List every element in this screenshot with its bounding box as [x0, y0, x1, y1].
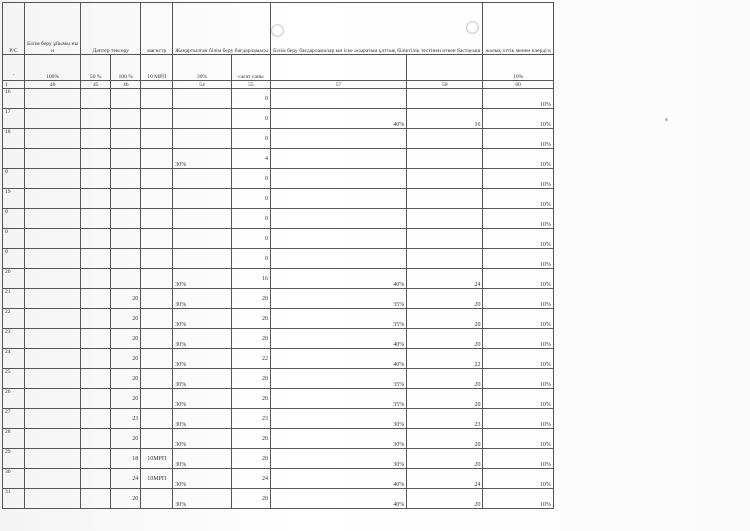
row-cell-f: 16 — [231, 269, 270, 289]
row-cell-e: 30% — [173, 429, 232, 449]
header-khalyk: жалық хттік менен клерді қ — [483, 3, 553, 55]
row-cell-e: 30% — [173, 369, 232, 389]
row-cell-b — [81, 449, 111, 469]
row-label: 29 — [3, 449, 25, 469]
row-label: 0 — [3, 249, 25, 269]
row-cell-c: 23 — [111, 409, 141, 429]
table-row — [3, 449, 554, 469]
table-row — [3, 289, 554, 309]
row-cell-h: 20 — [407, 329, 483, 349]
row-cell-b — [81, 169, 111, 189]
row-cell-c — [111, 189, 141, 209]
row-cell-g: 30% — [270, 429, 406, 449]
row-cell-g — [270, 229, 406, 249]
row-label: 18 — [3, 129, 25, 149]
row-cell-h: 20 — [407, 449, 483, 469]
row-cell-e: 30% — [173, 469, 232, 489]
row-cell-i: 10% — [483, 429, 553, 449]
row-cell-c — [111, 209, 141, 229]
row-cell-a — [25, 109, 81, 129]
row-cell-f: 20 — [231, 389, 270, 409]
row-cell-c — [111, 229, 141, 249]
row-label: 21 — [3, 289, 25, 309]
row-cell-e: 30% — [173, 489, 232, 509]
row-cell-b — [81, 349, 111, 369]
row-cell-h: 24 — [407, 269, 483, 289]
row-cell-i: 10% — [483, 449, 553, 469]
row-cell-c: 20 — [111, 349, 141, 369]
row-cell-i: 10% — [483, 229, 553, 249]
index-cell: 45 — [81, 81, 111, 89]
row-cell-c — [111, 249, 141, 269]
row-cell-g: 40% — [270, 469, 406, 489]
row-cell-a — [25, 469, 81, 489]
row-cell-d — [141, 309, 173, 329]
row-cell-i: 10% — [483, 389, 553, 409]
table-row — [3, 269, 554, 289]
row-label: 25 — [3, 369, 25, 389]
row-cell-e: 30% — [173, 269, 232, 289]
table-row — [3, 129, 554, 149]
row-cell-b — [81, 149, 111, 169]
row-cell-i: 10% — [483, 409, 553, 429]
scan-speck — [665, 118, 668, 121]
row-cell-f: 0 — [231, 89, 270, 109]
row-cell-b — [81, 89, 111, 109]
row-cell-b — [81, 209, 111, 229]
row-cell-h: 20 — [407, 369, 483, 389]
row-cell-i: 10% — [483, 249, 553, 269]
index-cell: 60 — [483, 81, 553, 89]
table-row — [3, 149, 554, 169]
row-label: 28 — [3, 429, 25, 449]
row-cell-i: 10% — [483, 109, 553, 129]
row-cell-d: 10МРП — [141, 469, 173, 489]
row-cell-g: 30% — [270, 409, 406, 429]
row-cell-b — [81, 489, 111, 509]
table-row — [3, 489, 554, 509]
row-cell-i: 10% — [483, 149, 553, 169]
row-cell-d — [141, 369, 173, 389]
row-cell-h: 16 — [407, 109, 483, 129]
row-cell-g — [270, 169, 406, 189]
row-cell-f: 0 — [231, 169, 270, 189]
row-cell-d: 10МРП — [141, 449, 173, 469]
row-cell-g — [270, 209, 406, 229]
row-cell-h — [407, 229, 483, 249]
table-row — [3, 409, 554, 429]
row-cell-b — [81, 229, 111, 249]
row-cell-i: 10% — [483, 329, 553, 349]
row-cell-c: 18 — [111, 449, 141, 469]
row-cell-d — [141, 89, 173, 109]
row-cell-d — [141, 269, 173, 289]
row-cell-b — [81, 189, 111, 209]
row-cell-b — [81, 369, 111, 389]
table-row — [3, 189, 554, 209]
row-cell-c — [111, 149, 141, 169]
row-cell-h — [407, 129, 483, 149]
header-dapter: Дәптер тексеру — [81, 3, 141, 55]
row-cell-c — [111, 109, 141, 129]
row-cell-g: 40% — [270, 329, 406, 349]
row-cell-a — [25, 409, 81, 429]
table-row — [3, 369, 554, 389]
row-cell-i: 10% — [483, 469, 553, 489]
row-cell-h: 23 — [407, 409, 483, 429]
table-row — [3, 349, 554, 369]
row-cell-e — [173, 109, 232, 129]
row-label: 17 — [3, 109, 25, 129]
row-cell-d — [141, 209, 173, 229]
row-cell-e — [173, 209, 232, 229]
row-cell-c: 20 — [111, 369, 141, 389]
row-cell-f: 24 — [231, 469, 270, 489]
row-cell-i: 10% — [483, 289, 553, 309]
row-cell-i: 10% — [483, 349, 553, 369]
row-label: 31 — [3, 489, 25, 509]
row-cell-g: 35% — [270, 289, 406, 309]
header-zhanartylgan: Жаңартылған білім беру бағдарламасы — [173, 3, 271, 55]
row-cell-c: 20 — [111, 289, 141, 309]
punch-hole — [271, 24, 284, 37]
row-cell-i: 10% — [483, 209, 553, 229]
row-cell-b — [81, 249, 111, 269]
index-cell: 1 — [3, 81, 25, 89]
row-label: 0 — [3, 169, 25, 189]
row-cell-a — [25, 229, 81, 249]
row-cell-g — [270, 129, 406, 149]
table-row — [3, 109, 554, 129]
row-cell-b — [81, 409, 111, 429]
table-row — [3, 89, 554, 109]
row-cell-e — [173, 89, 232, 109]
row-cell-e — [173, 129, 232, 149]
subheader-10: 10% — [483, 55, 553, 81]
row-cell-c: 20 — [111, 309, 141, 329]
row-cell-e — [173, 189, 232, 209]
header-pc: Р/С — [3, 3, 25, 55]
row-cell-a — [25, 289, 81, 309]
subheader-blank-2 — [407, 55, 483, 81]
row-cell-f: 0 — [231, 229, 270, 249]
subheader-blank-1 — [270, 55, 406, 81]
row-cell-d — [141, 249, 173, 269]
header-bilim-beru-bag: Білім беру бағдарламалар ын іске асыратын ұлттық біліктілік тестінен өткен бастауыш — [270, 3, 482, 55]
row-cell-i: 10% — [483, 129, 553, 149]
row-cell-i: 10% — [483, 309, 553, 329]
row-cell-g — [270, 189, 406, 209]
row-cell-b — [81, 109, 111, 129]
row-cell-i: 10% — [483, 169, 553, 189]
row-cell-g: 40% — [270, 269, 406, 289]
row-cell-e: 30% — [173, 289, 232, 309]
row-cell-d — [141, 329, 173, 349]
table-row — [3, 309, 554, 329]
row-cell-i: 10% — [483, 369, 553, 389]
row-cell-g — [270, 89, 406, 109]
table-row — [3, 329, 554, 349]
row-cell-a — [25, 149, 81, 169]
row-cell-i: 10% — [483, 489, 553, 509]
header-bilim-beru-suffix: н — [51, 47, 55, 54]
row-cell-g: 35% — [270, 369, 406, 389]
row-cell-f: 23 — [231, 409, 270, 429]
subheader-10mrp: 10 МРП — [141, 55, 173, 81]
row-cell-g: 35% — [270, 389, 406, 409]
row-cell-i: 10% — [483, 89, 553, 109]
row-cell-d — [141, 149, 173, 169]
row-cell-h — [407, 89, 483, 109]
row-cell-a — [25, 369, 81, 389]
header-magistr: магистр — [141, 3, 173, 55]
row-cell-f: 20 — [231, 289, 270, 309]
subheader-30: 30% — [173, 55, 232, 81]
table-row — [3, 429, 554, 449]
row-cell-e: 30% — [173, 309, 232, 329]
row-cell-a — [25, 269, 81, 289]
row-cell-a — [25, 89, 81, 109]
row-cell-f: 20 — [231, 429, 270, 449]
subheader-sagat: сағат саны — [231, 55, 270, 81]
index-cell: 46 — [111, 81, 141, 89]
row-cell-c: 20 — [111, 489, 141, 509]
row-cell-c — [111, 269, 141, 289]
row-cell-c — [111, 129, 141, 149]
row-cell-d — [141, 429, 173, 449]
index-cell: 57 — [270, 81, 406, 89]
row-cell-b — [81, 309, 111, 329]
row-cell-f: 0 — [231, 129, 270, 149]
row-cell-e: 30% — [173, 409, 232, 429]
row-label: 16 — [3, 89, 25, 109]
row-label: 0 — [3, 209, 25, 229]
row-cell-b — [81, 269, 111, 289]
index-cell — [141, 81, 173, 89]
row-cell-f: 0 — [231, 249, 270, 269]
row-label: 0 — [3, 229, 25, 249]
row-cell-h — [407, 249, 483, 269]
row-cell-a — [25, 389, 81, 409]
row-cell-f: 20 — [231, 309, 270, 329]
row-cell-b — [81, 129, 111, 149]
row-cell-a — [25, 349, 81, 369]
index-cell: 40 — [25, 81, 81, 89]
punch-hole — [466, 21, 479, 34]
row-cell-d — [141, 409, 173, 429]
row-cell-d — [141, 349, 173, 369]
row-cell-d — [141, 389, 173, 409]
table-row — [3, 209, 554, 229]
row-cell-a — [25, 429, 81, 449]
row-cell-b — [81, 329, 111, 349]
row-cell-h: 20 — [407, 289, 483, 309]
row-cell-e: 30% — [173, 449, 232, 469]
row-label: 27 — [3, 409, 25, 429]
index-cell: 55 — [231, 81, 270, 89]
row-cell-h — [407, 149, 483, 169]
row-cell-c: 24 — [111, 469, 141, 489]
row-cell-a — [25, 309, 81, 329]
row-cell-d — [141, 169, 173, 189]
row-cell-b — [81, 389, 111, 409]
row-cell-f: 22 — [231, 349, 270, 369]
table-row — [3, 169, 554, 189]
row-cell-f: 0 — [231, 209, 270, 229]
row-cell-b — [81, 429, 111, 449]
row-cell-e — [173, 229, 232, 249]
row-label: 30 — [3, 469, 25, 489]
table-row — [3, 249, 554, 269]
row-cell-a — [25, 169, 81, 189]
subheader-100b: 100 % — [111, 55, 141, 81]
row-cell-e: 30% — [173, 149, 232, 169]
row-cell-h — [407, 189, 483, 209]
row-cell-c — [111, 89, 141, 109]
row-cell-d — [141, 489, 173, 509]
table-row — [3, 469, 554, 489]
row-label: 19 — [3, 189, 25, 209]
row-cell-f: 4 — [231, 149, 270, 169]
index-cell: 54 — [173, 81, 232, 89]
header-bilim-beru — [25, 3, 81, 55]
row-cell-c: 20 — [111, 329, 141, 349]
row-cell-a — [25, 449, 81, 469]
row-cell-g: 40% — [270, 109, 406, 129]
row-cell-g — [270, 149, 406, 169]
ledger-table — [2, 2, 554, 509]
row-cell-d — [141, 109, 173, 129]
row-cell-g: 40% — [270, 349, 406, 369]
row-label: 23 — [3, 329, 25, 349]
row-cell-h: 20 — [407, 309, 483, 329]
row-cell-h: 22 — [407, 349, 483, 369]
row-cell-b — [81, 469, 111, 489]
subheader-dot: ` — [3, 55, 25, 81]
row-cell-g: 40% — [270, 489, 406, 509]
row-cell-h: 20 — [407, 429, 483, 449]
row-cell-d — [141, 129, 173, 149]
row-cell-g — [270, 249, 406, 269]
row-cell-g: 35% — [270, 309, 406, 329]
row-cell-a — [25, 489, 81, 509]
row-cell-f: 20 — [231, 369, 270, 389]
row-cell-d — [141, 289, 173, 309]
row-cell-f: 20 — [231, 329, 270, 349]
row-label: 20 — [3, 269, 25, 289]
row-label: 26 — [3, 389, 25, 409]
subheader-50: 50 % — [81, 55, 111, 81]
row-cell-h: 24 — [407, 469, 483, 489]
row-cell-h — [407, 209, 483, 229]
row-cell-a — [25, 189, 81, 209]
row-cell-e: 30% — [173, 389, 232, 409]
table-row — [3, 389, 554, 409]
row-cell-h — [407, 169, 483, 189]
row-cell-e: 30% — [173, 349, 232, 369]
subheader-row — [3, 55, 554, 81]
row-cell-i: 10% — [483, 269, 553, 289]
row-cell-f: 0 — [231, 109, 270, 129]
row-label: 24 — [3, 349, 25, 369]
row-cell-f: 0 — [231, 189, 270, 209]
subheader-100a: 100% — [25, 55, 81, 81]
row-cell-e: 30% — [173, 329, 232, 349]
index-row — [3, 81, 554, 89]
row-cell-c — [111, 169, 141, 189]
row-cell-e — [173, 169, 232, 189]
table-row — [3, 229, 554, 249]
row-label — [3, 149, 25, 169]
row-cell-h: 20 — [407, 489, 483, 509]
row-cell-h: 20 — [407, 389, 483, 409]
row-cell-a — [25, 129, 81, 149]
row-label: 22 — [3, 309, 25, 329]
header-bilim-beru-text: Білім беру ұйымы ны — [27, 41, 79, 48]
row-cell-b — [81, 289, 111, 309]
row-cell-a — [25, 209, 81, 229]
row-cell-c: 20 — [111, 389, 141, 409]
row-cell-e — [173, 249, 232, 269]
row-cell-i: 10% — [483, 189, 553, 209]
row-cell-d — [141, 229, 173, 249]
row-cell-g: 30% — [270, 449, 406, 469]
index-cell: 58 — [407, 81, 483, 89]
row-cell-c: 20 — [111, 429, 141, 449]
row-cell-a — [25, 249, 81, 269]
row-cell-d — [141, 189, 173, 209]
row-cell-f: 20 — [231, 489, 270, 509]
row-cell-f: 20 — [231, 449, 270, 469]
row-cell-a — [25, 329, 81, 349]
